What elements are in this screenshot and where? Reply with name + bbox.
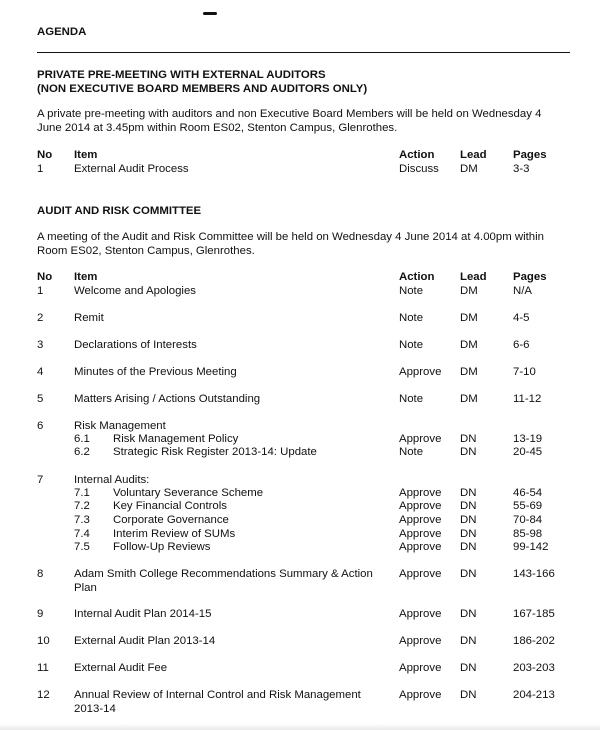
row-item: Annual Review of Internal Control and Risk Management 2013-14	[74, 689, 361, 715]
sub-row-no: 7.1	[74, 487, 90, 499]
row-pages: 70-84	[513, 514, 543, 526]
row-no: 10	[37, 635, 50, 647]
row-action: Discuss	[399, 163, 439, 175]
title-rule	[37, 52, 570, 53]
sub-row-item: Risk Management Policy	[113, 433, 239, 445]
row-action: Note	[399, 312, 424, 324]
sub-row-item: Strategic Risk Register 2013-14: Update	[113, 446, 317, 458]
row-action: Approve	[399, 541, 442, 553]
row-pages: 55-69	[513, 500, 543, 512]
pre-header-no: No	[37, 149, 53, 161]
sub-row-no: 6.2	[74, 446, 90, 458]
row-no: 1	[37, 163, 44, 175]
pre-header-item: Item	[74, 149, 98, 161]
row-no: 8	[37, 568, 44, 580]
row-lead: DN	[460, 662, 477, 674]
sub-row-no: 7.2	[74, 500, 90, 512]
row-lead: DM	[460, 312, 478, 324]
row-action: Note	[399, 446, 424, 458]
row-item: Remit	[74, 312, 104, 324]
header-item: Item	[74, 271, 98, 283]
row-lead: DN	[460, 635, 477, 647]
sub-row-item: Corporate Governance	[113, 514, 229, 526]
row-pages: 4-5	[513, 312, 530, 324]
committee-heading: AUDIT AND RISK COMMITTEE	[37, 205, 202, 217]
row-pages: N/A	[513, 285, 532, 297]
row-no: 7	[37, 474, 44, 486]
header-lead: Lead	[460, 271, 487, 283]
row-pages: 203-203	[513, 662, 555, 674]
agenda-title: AGENDA	[37, 26, 87, 38]
row-pages: 204-213	[513, 689, 555, 701]
row-pages: 3-3	[513, 163, 530, 175]
row-item: Internal Audits:	[74, 474, 150, 486]
row-pages: 20-45	[513, 446, 543, 458]
row-action: Approve	[399, 528, 442, 540]
pre-meeting-heading-line1: PRIVATE PRE-MEETING WITH EXTERNAL AUDITORS	[37, 69, 326, 81]
row-item: Minutes of the Previous Meeting	[74, 366, 237, 378]
row-action: Approve	[399, 662, 442, 674]
row-lead: DM	[460, 285, 478, 297]
row-pages: 167-185	[513, 608, 555, 620]
sub-row-no: 6.1	[74, 433, 90, 445]
sub-row-item: Voluntary Severance Scheme	[113, 487, 264, 499]
page-mark	[203, 12, 217, 15]
row-no: 5	[37, 393, 44, 405]
sub-row-no: 7.5	[74, 541, 90, 553]
row-lead: DM	[460, 366, 478, 378]
row-pages: 11-12	[513, 393, 542, 405]
row-item: Internal Audit Plan 2014-15	[74, 608, 212, 620]
header-action: Action	[399, 271, 435, 283]
row-lead: DN	[460, 433, 477, 445]
pre-meeting-heading-line2: (NON EXECUTIVE BOARD MEMBERS AND AUDITORS ONLY)	[37, 83, 368, 95]
sub-row-no: 7.3	[74, 514, 90, 526]
header-pages: Pages	[513, 271, 547, 283]
row-lead: DN	[460, 487, 477, 499]
row-item: Risk Management	[74, 420, 166, 432]
row-lead: DM	[460, 163, 478, 175]
row-pages: 13-19	[513, 433, 543, 445]
row-action: Approve	[399, 433, 442, 445]
pre-header-pages: Pages	[513, 149, 547, 161]
row-pages: 143-166	[513, 568, 555, 580]
row-action: Note	[399, 285, 424, 297]
row-item: Adam Smith College Recommendations Summary & Action Plan	[74, 568, 373, 594]
row-action: Note	[399, 393, 424, 405]
row-no: 11	[37, 662, 49, 674]
row-no: 3	[37, 339, 44, 351]
row-action: Note	[399, 339, 424, 351]
row-lead: DN	[460, 568, 477, 580]
row-lead: DN	[460, 500, 477, 512]
row-no: 9	[37, 608, 44, 620]
pre-header-action: Action	[399, 149, 435, 161]
row-lead: DN	[460, 446, 477, 458]
header-no: No	[37, 271, 53, 283]
row-no: 4	[37, 366, 44, 378]
row-item: External Audit Fee	[74, 662, 168, 674]
row-pages: 6-6	[513, 339, 530, 351]
sub-row-no: 7.4	[74, 528, 90, 540]
row-lead: DM	[460, 339, 478, 351]
row-lead: DN	[460, 608, 477, 620]
committee-intro: A meeting of the Audit and Risk Committee will be held on Wednesday 4 June 2014 at 4.00pm within Room ES02, Stenton Campus, Glenrothes.	[37, 231, 544, 257]
row-item: External Audit Plan 2013-14	[74, 635, 216, 647]
sub-row-item: Interim Review of SUMs	[113, 528, 236, 540]
row-no: 6	[37, 420, 44, 432]
row-lead: DN	[460, 528, 477, 540]
row-action: Approve	[399, 568, 442, 580]
row-no: 12	[37, 689, 50, 701]
row-lead: DN	[460, 541, 477, 553]
row-action: Approve	[399, 689, 442, 701]
row-lead: DM	[460, 393, 478, 405]
sub-row-item: Key Financial Controls	[113, 500, 227, 512]
sub-row-item: Follow-Up Reviews	[113, 541, 211, 553]
row-lead: DN	[460, 514, 477, 526]
row-action: Approve	[399, 487, 442, 499]
row-pages: 7-10	[513, 366, 536, 378]
pre-header-lead: Lead	[460, 149, 487, 161]
row-item: Matters Arising / Actions Outstanding	[74, 393, 261, 405]
row-item: Welcome and Apologies	[74, 285, 196, 297]
row-pages: 85-98	[513, 528, 543, 540]
row-no: 2	[37, 312, 44, 324]
page-bottom-edge	[0, 724, 600, 730]
row-pages: 46-54	[513, 487, 543, 499]
row-pages: 99-142	[513, 541, 549, 553]
row-action: Approve	[399, 500, 442, 512]
row-no: 1	[37, 285, 44, 297]
row-item: External Audit Process	[74, 163, 189, 175]
row-action: Approve	[399, 514, 442, 526]
row-action: Approve	[399, 608, 442, 620]
row-action: Approve	[399, 366, 442, 378]
row-pages: 186-202	[513, 635, 555, 647]
pre-meeting-intro: A private pre-meeting with auditors and non Executive Board Members will be held on Wednesday 4 June 2014 at 3.45pm within Room ES02, Stenton Campus, Glenrothes.	[37, 108, 542, 134]
row-item: Declarations of Interests	[74, 339, 197, 351]
row-action: Approve	[399, 635, 442, 647]
row-lead: DN	[460, 689, 477, 701]
